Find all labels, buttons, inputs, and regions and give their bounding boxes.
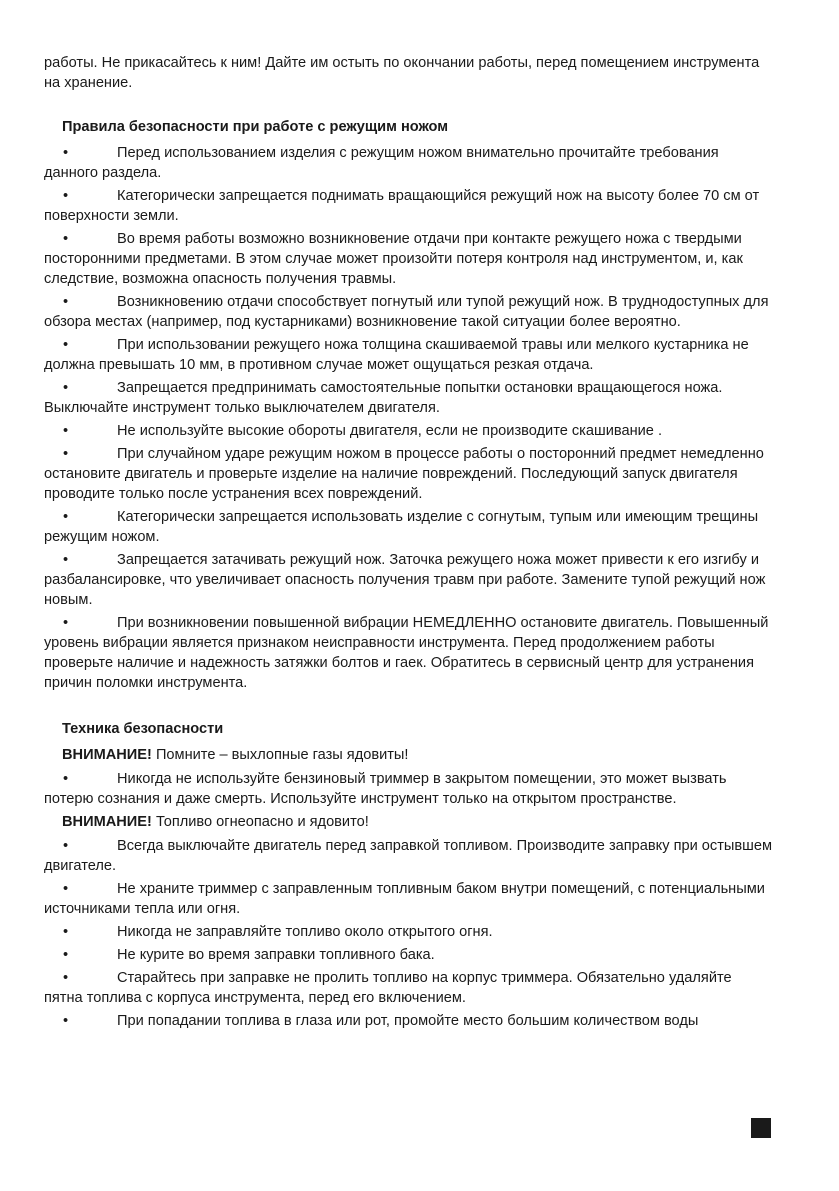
- safety-item-1: • Всегда выключайте двигатель перед заправкой топливом. Производите заправку при остывшем двигателе.: [44, 838, 772, 874]
- knife-item-3: • Во время работы возможно возникновение отдачи при контакте режущего ножа с твердыми посторонними предметами. В этом случае может произойти потеря контроля над инструментом, и, как следствие, возможна опасность получения травмы.: [44, 231, 743, 287]
- bullet-marker: •: [63, 1013, 69, 1029]
- safety-item-4: • Не курите во время заправки топливного бака.: [63, 947, 435, 963]
- bullet-marker: •: [63, 446, 69, 462]
- bullet-marker: •: [63, 615, 69, 631]
- knife-item-11: • При возникновении повышенной вибрации НЕМЕДЛЕННО остановите двигатель. Повышенный уровень вибрации является признаком неисправности инструмента. Перед продолжением работы проверьте наличие и надежность затяжки болтов и гаек. Обратитесь в сервисный центр для устранения причин поломки инструмента.: [44, 615, 769, 691]
- warning-fuel: ВНИМАНИЕ! Топливо огнеопасно и ядовито!: [62, 814, 369, 830]
- knife-item-4: • Возникновению отдачи способствует погнутый или тупой режущий нож. В труднодоступных для обзора местах (например, под кустарниками) возникновение такой ситуации более вероятно.: [44, 294, 769, 330]
- knife-item-2: • Категорически запрещается поднимать вращающийся режущий нож на высоту более 70 см от поверхности земли.: [44, 188, 760, 224]
- knife-item-7: • Не используйте высокие обороты двигателя, если не производите скашивание .: [63, 423, 663, 439]
- safety-section-heading: Техника безопасности: [62, 721, 224, 737]
- bullet-marker: •: [63, 337, 69, 353]
- knife-section-heading: Правила безопасности при работе с режущим ножом: [62, 119, 449, 135]
- bullet-marker: •: [63, 188, 69, 204]
- bullet-marker: •: [63, 970, 69, 986]
- safety-item-5: • Старайтесь при заправке не пролить топливо на корпус триммера. Обязательно удаляйте пятна топлива с корпуса инструмента, перед его включением.: [44, 970, 732, 1006]
- safety-item-6: • При попадании топлива в глаза или рот, промойте место большим количеством воды: [63, 1013, 699, 1029]
- knife-item-9: • Категорически запрещается использовать изделие с согнутым, тупым или имеющим трещины режущим ножом.: [44, 509, 759, 545]
- bullet-marker: •: [63, 881, 69, 897]
- bullet-marker: •: [63, 838, 69, 854]
- warning-label: ВНИМАНИЕ!: [62, 814, 152, 830]
- bullet-marker: •: [63, 947, 69, 963]
- warning-label: ВНИМАНИЕ!: [62, 747, 152, 763]
- bullet-marker: •: [63, 509, 69, 525]
- bullet-marker: •: [63, 771, 69, 787]
- safety-item-2: • Не храните триммер с заправленным топливным баком внутри помещений, с потенциальными источниками тепла или огня.: [44, 881, 765, 917]
- document-page: [44, 53, 772, 1034]
- bullet-marker: •: [63, 380, 69, 396]
- bullet-marker: •: [63, 294, 69, 310]
- knife-item-1: • Перед использованием изделия с режущим ножом внимательно прочитайте требования данного раздела.: [44, 145, 719, 181]
- page-marker-square: [751, 1118, 771, 1138]
- bullet-marker: •: [63, 145, 69, 161]
- safety-item-3: • Никогда не заправляйте топливо около открытого огня.: [63, 924, 493, 940]
- safety-item-indoor: • Никогда не используйте бензиновый триммер в закрытом помещении, это может вызвать потерю сознания и даже смерть. Используйте инструмент только на открытом пространстве.: [44, 771, 727, 807]
- bullet-marker: •: [63, 924, 69, 940]
- warning-exhaust: ВНИМАНИЕ! Помните – выхлопные газы ядовиты!: [62, 747, 409, 763]
- bullet-marker: •: [63, 231, 69, 247]
- knife-item-6: • Запрещается предпринимать самостоятельные попытки остановки вращающегося ножа. Выключайте инструмент только выключателем двигателя.: [44, 380, 723, 416]
- bullet-marker: •: [63, 423, 69, 439]
- intro-paragraph: работы. Не прикасайтесь к ним! Дайте им остыть по окончании работы, перед помещением инструмента на хранение.: [44, 55, 760, 91]
- knife-item-10: • Запрещается затачивать режущий нож. Заточка режущего ножа может привести к его изгибу и разбалансировке, что увеличивает опасность получения травм при работе. Замените тупой режущий нож новым.: [44, 552, 766, 608]
- bullet-marker: •: [63, 552, 69, 568]
- knife-item-8: • При случайном ударе режущим ножом в процессе работы о посторонний предмет немедленно остановите двигатель и проверьте изделие на наличие повреждений. Последующий запуск двигателя проводите только после устранения всех повреждений.: [44, 446, 764, 502]
- knife-item-5: • При использовании режущего ножа толщина скашиваемой травы или мелкого кустарника не должна превышать 10 мм, в противном случае может ощущаться резкая отдача.: [44, 337, 749, 373]
